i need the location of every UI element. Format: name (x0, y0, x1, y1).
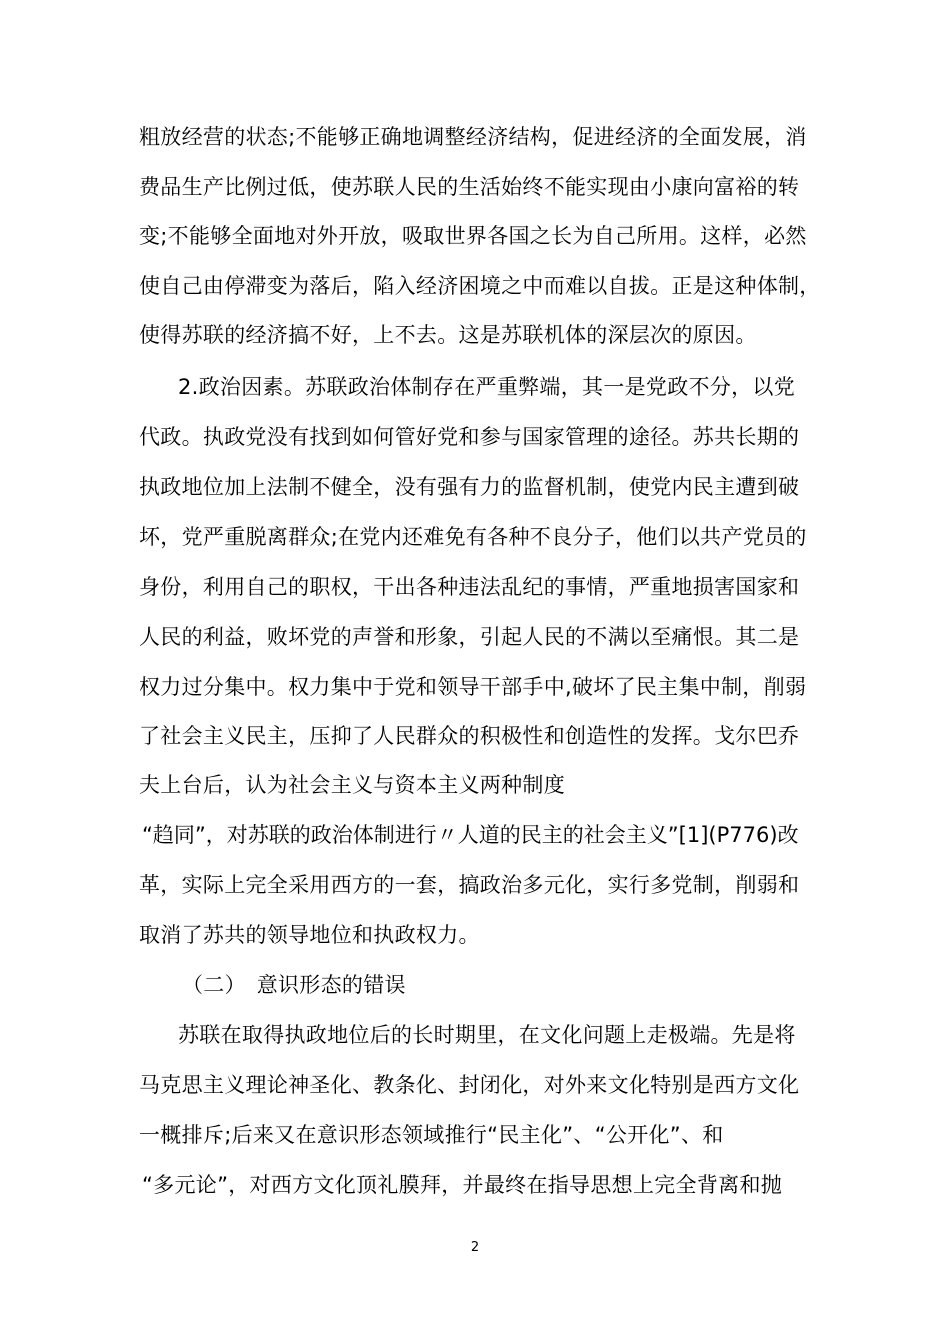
text-line: “多元论”，对西方文化顶礼膜拜，并最终在指导思想上完全背离和抛 (142, 1173, 783, 1197)
text-line: 夫上台后，认为社会主义与资本主义两种制度 (139, 773, 565, 797)
page-number: 2 (470, 1240, 480, 1255)
text-line: 粗放经营的状态;不能够正确地调整经济结构，促进经济的全面发展，消 (139, 125, 807, 149)
text-line: 取消了苏共的领导地位和执政权力。 (139, 923, 480, 947)
text-line: 苏联在取得执政地位后的长时期里，在文化问题上走极端。先是将 (178, 1023, 796, 1047)
text-line: 坏，党严重脱离群众;在党内还难免有各种不良分子，他们以共产党员的 (139, 525, 807, 549)
section-heading: （二） 意识形态的错误 (182, 973, 406, 997)
text-line: 身份，利用自己的职权，干出各种违法乱纪的事情，严重地损害国家和 (139, 575, 800, 599)
text-line: 使自己由停滞变为落后，陷入经济困境之中而难以自拔。正是这种体制， (139, 274, 821, 298)
text-line: 马克思主义理论神圣化、教条化、封闭化，对外来文化特别是西方文化 (139, 1073, 800, 1097)
text-line: 了社会主义民主，压抑了人民群众的积极性和创造性的发挥。戈尔巴乔 (139, 724, 800, 748)
text-line: 2.政治因素。苏联政治体制存在严重弊端，其一是党政不分，以党 (178, 375, 796, 399)
text-line: 执政地位加上法制不健全，没有强有力的监督机制，使党内民主遭到破 (139, 475, 800, 499)
text-line: 代政。执政党没有找到如何管好党和参与国家管理的途径。苏共长期的 (139, 425, 800, 449)
text-line: 革，实际上完全采用西方的一套，搞政治多元化，实行多党制，削弱和 (139, 873, 800, 897)
text-line: 使得苏联的经济搞不好，上不去。这是苏联机体的深层次的原因。 (139, 323, 757, 347)
text-line: “趋同”，对苏联的政治体制进行〃人道的民主的社会主义”[1](P776)改 (142, 823, 799, 847)
text-line: 一概排斥;后来又在意识形态领域推行“民主化”、“公开化”、和 (139, 1123, 724, 1147)
text-line: 权力过分集中。权力集中于党和领导干部手中,破坏了民主集中制，削弱 (139, 675, 807, 699)
text-line: 变;不能够全面地对外开放，吸取世界各国之长为自己所用。这样，必然 (139, 224, 807, 248)
text-line: 费品生产比例过低，使苏联人民的生活始终不能实现由小康向富裕的转 (139, 175, 800, 199)
text-line: 人民的利益，败坏党的声誉和形象，引起人民的不满以至痛恨。其二是 (139, 625, 800, 649)
